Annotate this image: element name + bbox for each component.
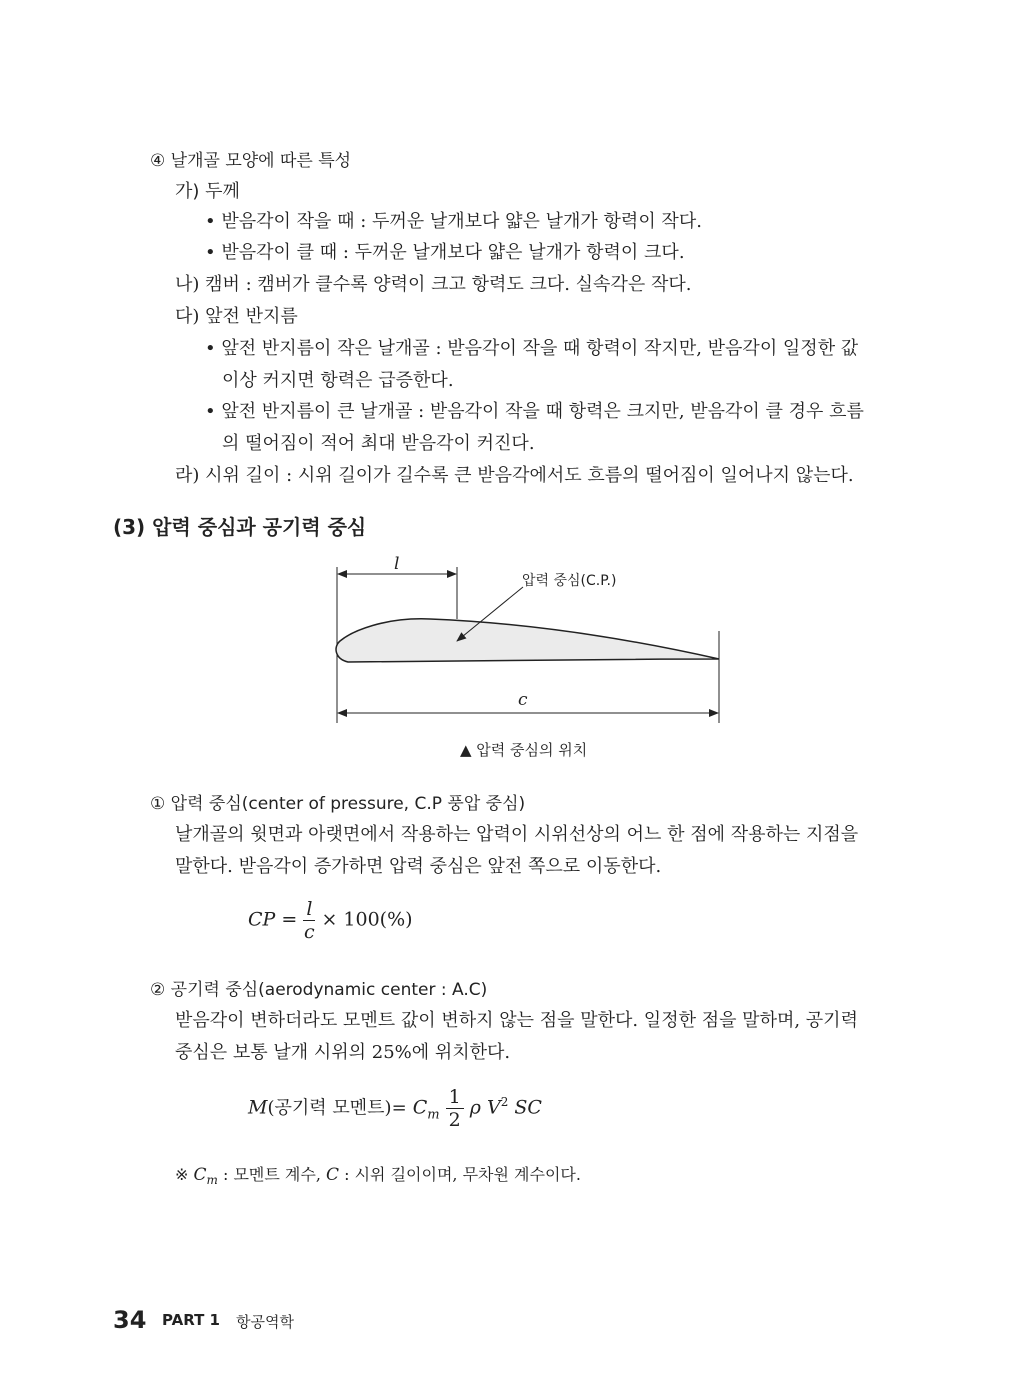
sub-item-ga: 가) 두께 bbox=[175, 181, 240, 202]
moment-formula-m: M bbox=[248, 1096, 268, 1119]
moment-formula-rho: ρ bbox=[469, 1096, 481, 1119]
ac-description-line1: 받음각이 변하더라도 모멘트 값이 변하지 않는 점을 말한다. 일정한 점을 말하며, 공기력 bbox=[175, 1010, 858, 1031]
moment-formula-exp: 2 bbox=[500, 1095, 509, 1110]
moment-formula-c-sub: m bbox=[427, 1107, 440, 1123]
bullet-small-radius-l1: • 앞전 반지름이 작은 날개골 : 받음각이 작을 때 항력이 작지만, 받음각이 일정한 값 bbox=[205, 338, 859, 359]
moment-formula-sc: SC bbox=[514, 1096, 542, 1119]
bullet-large-radius-l1: • 앞전 반지름이 큰 날개골 : 받음각이 작을 때 항력은 크지만, 받음각이 클 경우 흐름 bbox=[205, 401, 864, 422]
cp-description-line2: 말한다. 받음각이 증가하면 압력 중심은 앞전 쪽으로 이동한다. bbox=[175, 856, 662, 877]
heading-aerodynamic-center: ② 공기력 중심(aerodynamic center : A.C) bbox=[150, 980, 488, 1000]
moment-formula bbox=[248, 1086, 542, 1131]
note-cm: C bbox=[193, 1165, 207, 1185]
label-cp: 압력 중심(C.P.) bbox=[522, 573, 617, 589]
heading-center-of-pressure: ① 압력 중심(center of pressure, C.P 풍압 중심) bbox=[150, 794, 526, 814]
moment-formula-num: 1 bbox=[446, 1086, 464, 1109]
note-c: C bbox=[326, 1165, 340, 1185]
note-cm-sub: m bbox=[206, 1173, 218, 1188]
moment-formula-label: (공기력 모멘트)= bbox=[267, 1097, 407, 1119]
cp-formula-lhs: CP = bbox=[248, 908, 298, 931]
note-end: : 시위 길이이며, 무차원 계수이다. bbox=[339, 1165, 581, 1184]
bullet-large-radius-l2: 의 떨어짐이 적어 최대 받음각이 커진다. bbox=[222, 433, 535, 454]
moment-formula-v: V bbox=[486, 1096, 501, 1119]
heading-airfoil-shape: ④ 날개골 모양에 따른 특성 bbox=[150, 151, 352, 171]
bullet-small-aoa: • 받음각이 작을 때 : 두꺼운 날개보다 얇은 날개가 항력이 작다. bbox=[205, 211, 702, 232]
sub-item-na: 나) 캠버 : 캠버가 클수록 양력이 크고 항력도 크다. 실속각은 작다. bbox=[175, 274, 692, 295]
note-mid: : 모멘트 계수, bbox=[217, 1165, 327, 1184]
footer-part: PART 1 bbox=[162, 1311, 220, 1329]
figure-caption: ▲ 압력 중심의 위치 bbox=[460, 741, 588, 759]
label-l: l bbox=[394, 554, 400, 574]
sub-item-ra: 라) 시위 길이 : 시위 길이가 길수록 큰 받음각에서도 흐름의 떨어짐이 일어나지 않는다. bbox=[175, 465, 854, 486]
cp-formula-rhs: × 100(%) bbox=[321, 908, 413, 931]
page-number: 34 bbox=[113, 1306, 147, 1334]
sub-item-da: 다) 앞전 반지름 bbox=[175, 306, 298, 327]
section-title: (3) 압력 중심과 공기력 중심 bbox=[113, 515, 367, 539]
cp-formula-fraction bbox=[303, 898, 315, 943]
cp-formula bbox=[248, 898, 413, 943]
note-prefix: ※ bbox=[175, 1165, 189, 1184]
bullet-small-radius-l2: 이상 커지면 항력은 급증한다. bbox=[222, 370, 454, 391]
cp-formula-num: l bbox=[303, 898, 315, 921]
footer-title: 항공역학 bbox=[236, 1313, 294, 1331]
moment-formula-den: 2 bbox=[448, 1109, 461, 1131]
airfoil-shape bbox=[336, 619, 719, 662]
note-line bbox=[175, 1162, 581, 1187]
cp-formula-den: c bbox=[304, 921, 315, 943]
ac-description-line2: 중심은 보통 날개 시위의 25%에 위치한다. bbox=[175, 1042, 511, 1063]
moment-formula-c: C bbox=[412, 1096, 428, 1119]
moment-formula-fraction bbox=[446, 1086, 464, 1131]
bullet-large-aoa: • 받음각이 클 때 : 두꺼운 날개보다 얇은 날개가 항력이 크다. bbox=[205, 242, 685, 263]
label-c: c bbox=[518, 690, 528, 710]
cp-description-line1: 날개골의 윗면과 아랫면에서 작용하는 압력이 시위선상의 어느 한 점에 작용하는 지점을 bbox=[175, 824, 859, 845]
